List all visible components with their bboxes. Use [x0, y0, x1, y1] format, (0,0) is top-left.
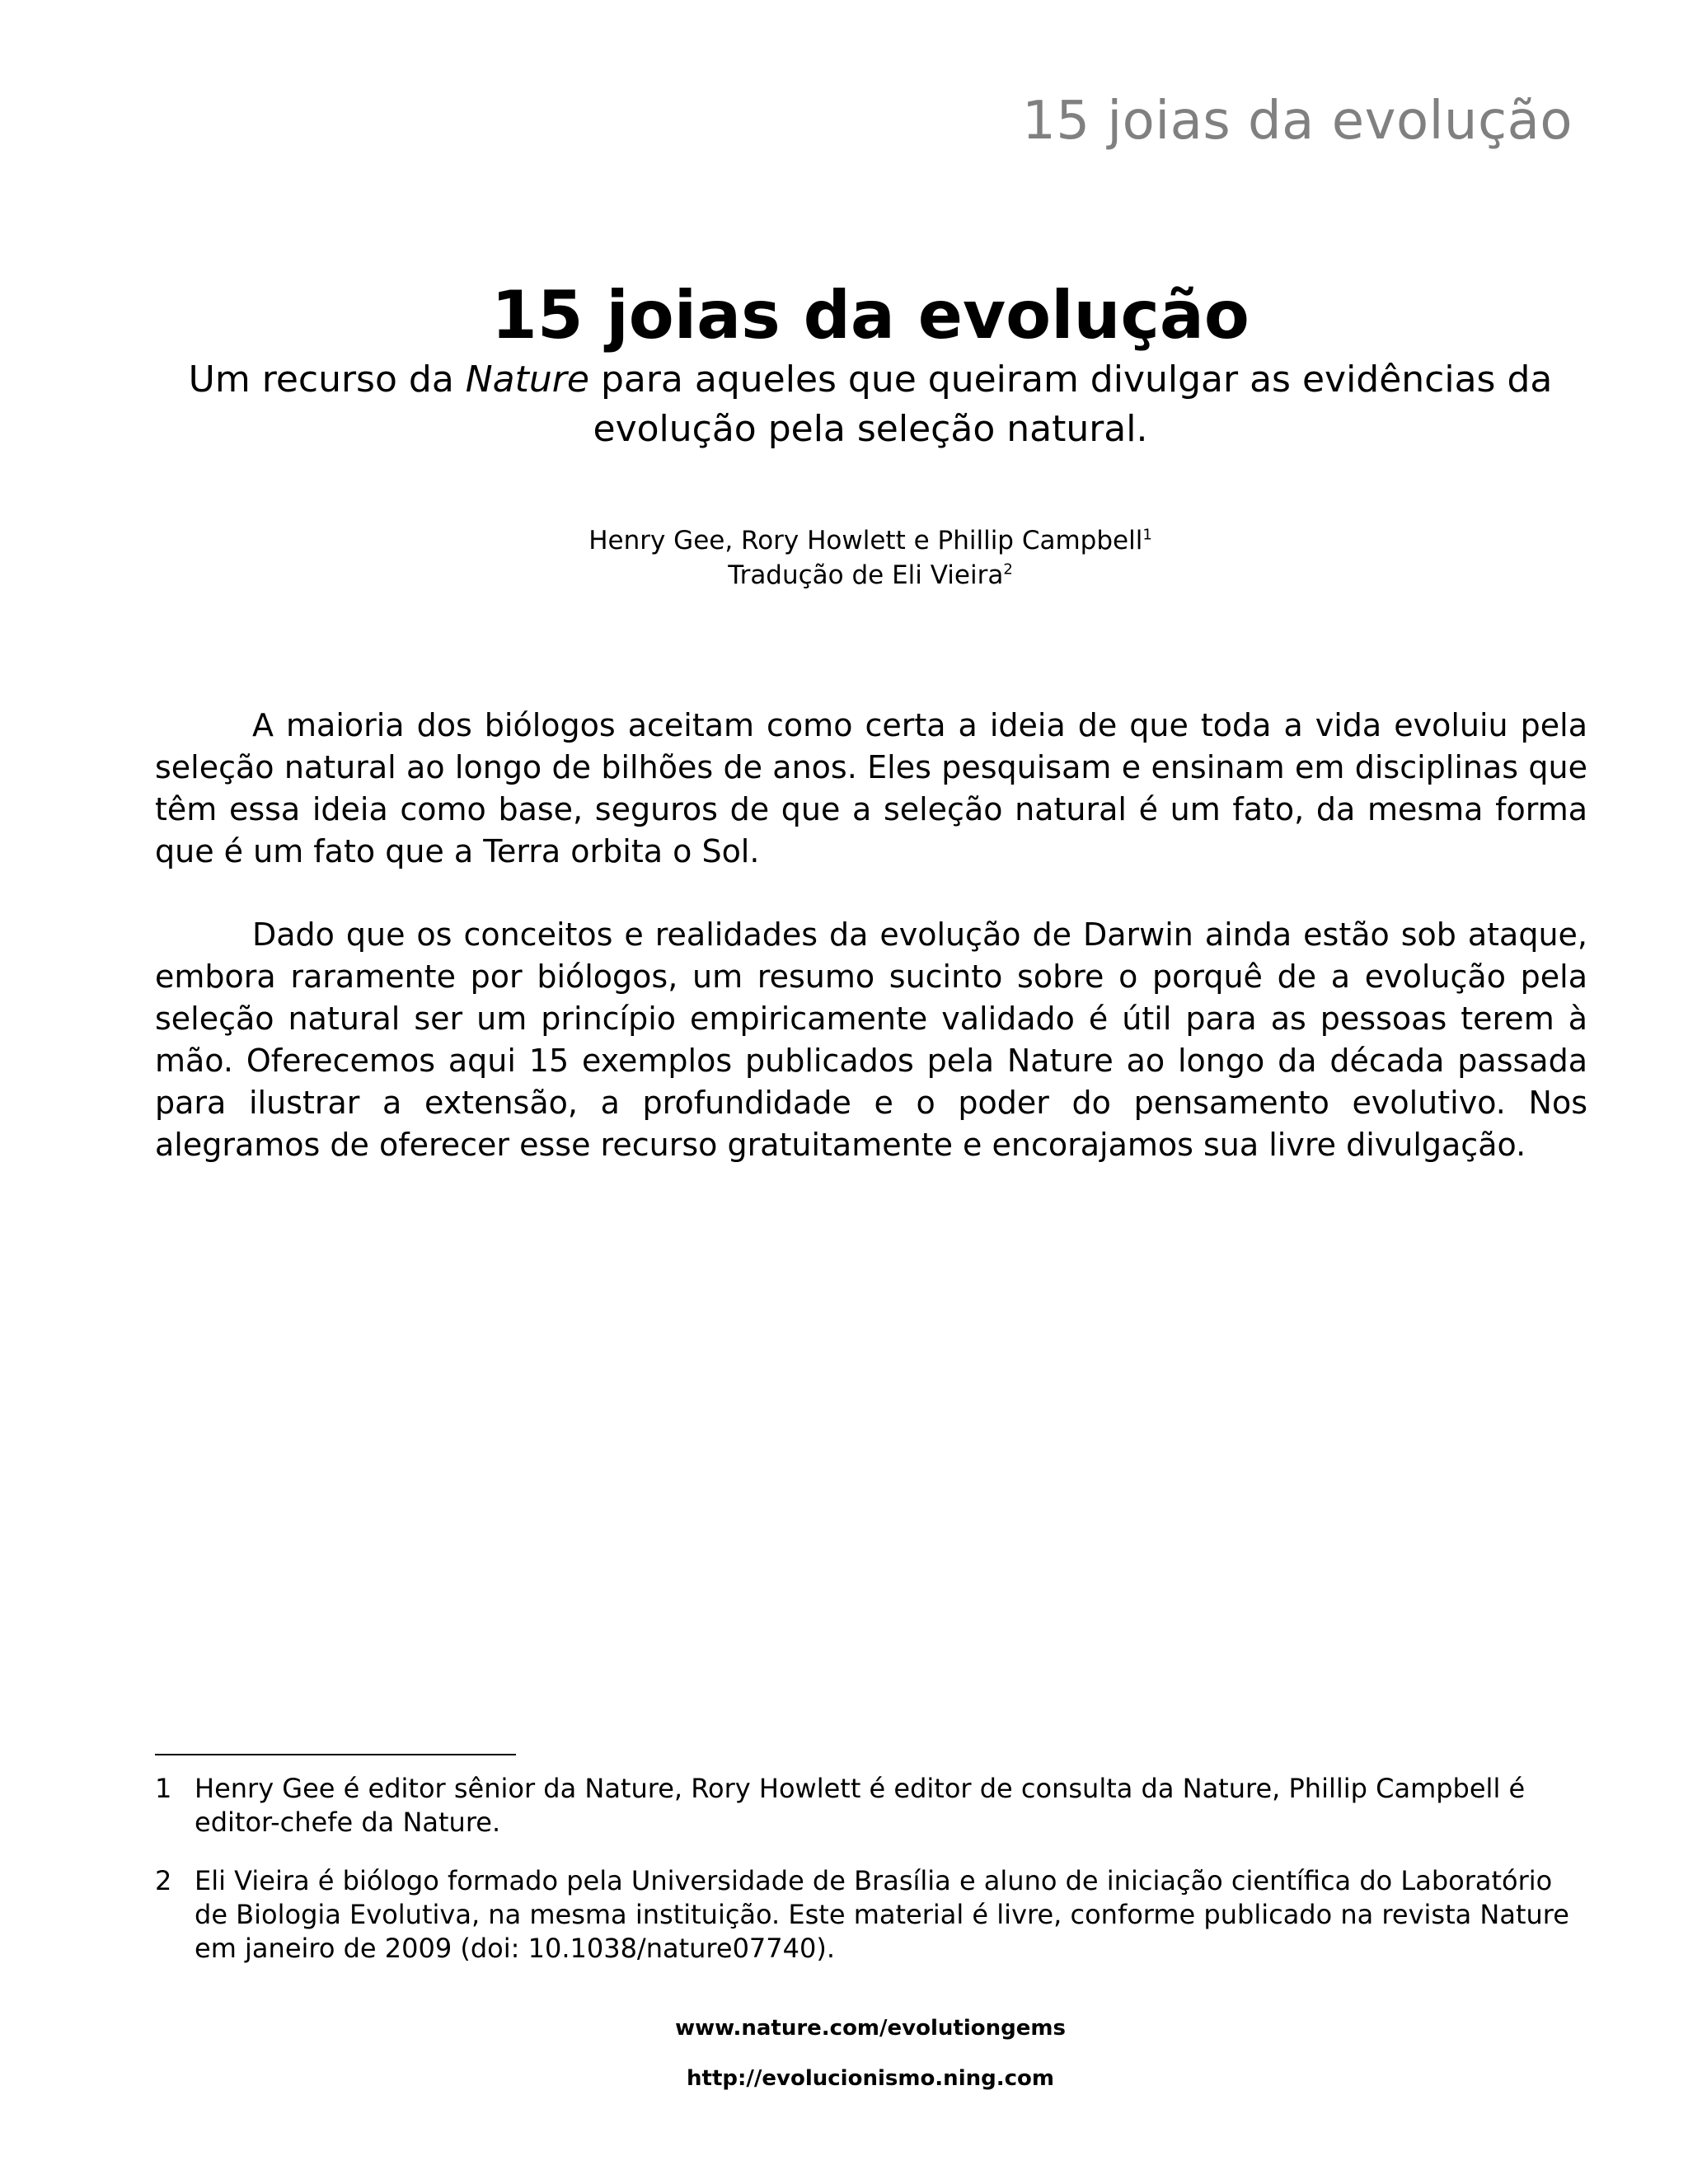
subtitle-before: Um recurso da	[188, 359, 466, 401]
title-block	[153, 276, 1587, 454]
running-header: 15 joias da evolução	[1022, 91, 1573, 152]
ning-link[interactable]: http://evolucionismo.ning.com	[687, 2066, 1054, 2091]
footnotes	[155, 1772, 1589, 1990]
footnote-text: Eli Vieira é biólogo formado pela Universidade de Brasília e aluno de iniciação científica do Laboratório de Biologia Evolutiva, na mesma instituição. Este material é livre, conforme publicado na revista Nature em janeiro de 2009 (doi: 10.1038/nature07740).	[195, 1865, 1569, 1964]
footnote-ref-2: 2	[1003, 560, 1013, 579]
footnote-text: Henry Gee é editor sênior da Nature, Rory Howlett é editor de consulta da Nature, Phillip Campbell é editor-chefe da Nature.	[195, 1773, 1526, 1838]
subtitle-after: para aqueles que queiram divulgar as evidências da evolução pela seleção natural.	[588, 359, 1553, 450]
paragraph: A maioria dos biólogos aceitam como certa a ideia de que toda a vida evoluiu pela seleção natural ao longo de bilhões de anos. Eles pesquisam e ensinam em disciplinas que têm essa ideia como base, seguros de que a seleção natural é um fato, da mesma forma que é um fato que a Terra orbita o Sol.	[155, 707, 1587, 869]
nature-link[interactable]: www.nature.com/evolutiongems	[675, 2016, 1066, 2041]
footnote-divider	[155, 1754, 516, 1755]
paragraph: Dado que os conceitos e realidades da evolução de Darwin ainda estão sob ataque, embora raramente por biólogos, um resumo sucinto sobre o porquê de a evolução pela seleção natural ser um princípio empiricamente validado é útil para as pessoas terem à mão. Oferecemos aqui 15 exemplos publicados pela Nature ao longo da década passada para ilustrar a extensão, a profundidade e o poder do pensamento evolutivo. Nos alegramos de oferecer esse recurso gratuitamente e encorajamos sua livre divulgação.	[155, 916, 1587, 1163]
footnote-number: 2	[155, 1865, 172, 1896]
page-title: 15 joias da evolução	[491, 277, 1250, 354]
footer-links	[153, 2014, 1587, 2115]
translator-line	[153, 558, 1587, 593]
footnote-number: 1	[155, 1773, 172, 1804]
body-text	[155, 705, 1587, 1207]
subtitle	[153, 355, 1587, 454]
footnote	[155, 1864, 1589, 1966]
footnote-ref-1: 1	[1142, 526, 1152, 544]
author-names: Henry Gee, Rory Howlett e Phillip Campbell	[588, 526, 1143, 555]
footnote	[155, 1772, 1589, 1840]
author-line	[153, 523, 1587, 558]
subtitle-italic: Nature	[465, 359, 589, 401]
translator-name: Tradução de Eli Vieira	[728, 560, 1004, 590]
authors-block	[153, 523, 1587, 593]
